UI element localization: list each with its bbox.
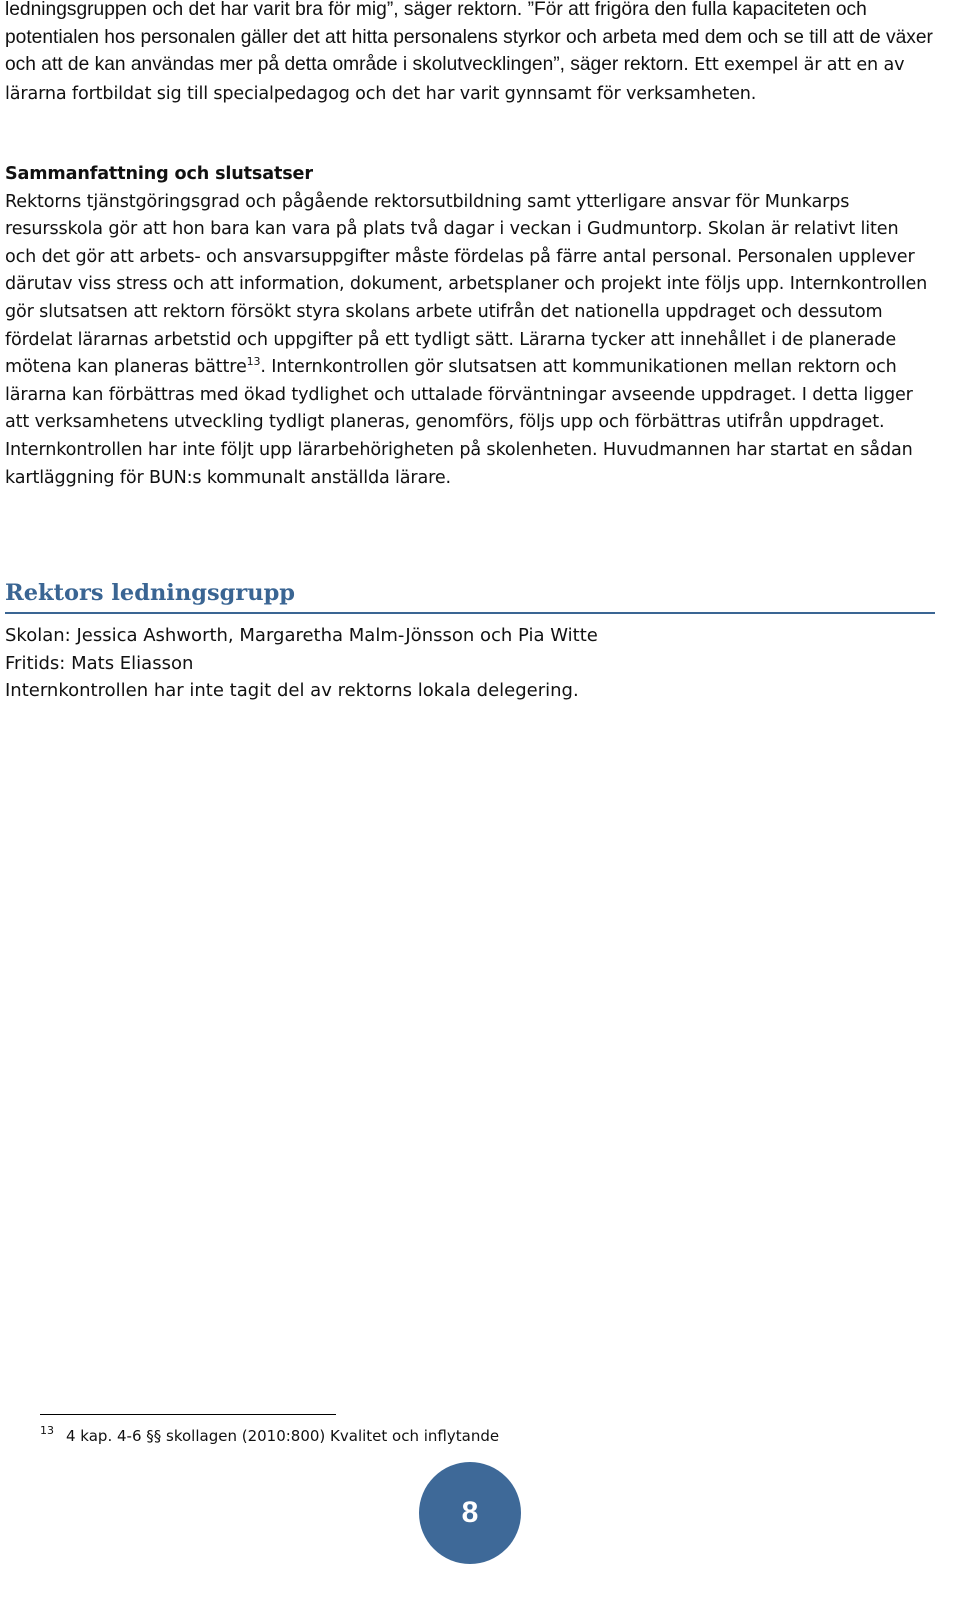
leadership-group-list xyxy=(5,622,935,705)
leadership-line-fritids: Fritids: Mats Eliasson xyxy=(5,652,194,674)
footnote-number: 13 xyxy=(40,1424,54,1437)
footnote-reference[interactable]: 13 xyxy=(246,355,261,369)
footnote-separator xyxy=(40,1414,336,1415)
summary-heading: Sammanfattning och slutsatser xyxy=(5,164,313,184)
page-number-badge xyxy=(419,1462,521,1564)
summary-paragraph xyxy=(5,161,935,492)
intro-sentence-1: ledningsgruppen och det har varit bra för mig”, säger rektorn. ”För att frigöra den fulla kapaciteten och potentialen hos personalen gäller det att hitta personalens styrkor och arbeta med dem och se till att de växer och att de kan användas mer på detta område i skolutvecklingen”, säger rektorn. xyxy=(5,0,933,76)
summary-text-part-1: Rektorns tjänstgöringsgrad och pågående rektorsutbildning samt ytterligare ansvar för Munkarps resursskola gör att hon bara kan vara på plats två dagar i veckan i Gudmuntorp. Skolan är relativt liten och det gör att arbets- och ansvarsuppgifter måste fördelas på färre antal personal. Personalen upplever därutav viss stress och att information, dokument, arbetsplaner och projekt inte följs upp. Internkontrollen gör slutsatsen att rektorn försökt styra skolans arbete utifrån det nationella uppdraget och dessutom fördelat lärarnas arbetstid och uppgifter på ett tydligt sätt. Lärarna tycker att innehållet i de planerade mötena kan planeras bättre xyxy=(5,191,928,378)
intro-paragraph xyxy=(5,0,935,108)
footnote-text: 4 kap. 4-6 §§ skollagen (2010:800) Kvalitet och inflytande xyxy=(66,1427,500,1445)
intro-sentence-2: Ett exempel är att en av lärarna fortbildat sig till specialpedagog och det har varit gynnsamt för verksamheten. xyxy=(5,55,905,104)
leadership-line-delegation: Internkontrollen har inte tagit del av rektorns lokala delegering. xyxy=(5,680,579,702)
page-number: 8 xyxy=(461,1496,479,1529)
summary-text-part-2: . Internkontrollen gör slutsatsen att kommunikationen mellan rektorn och lärarna kan förbättras med ökad tydlighet och uttalade förväntningar avseende uppdraget. I detta ligger att verksamhetens utveckling tydligt planeras, genomförs, följs upp och förbättras utifrån uppdraget. Internkontrollen har inte följt upp lärarbehörigheten på skolenheten. Huvudmannen har startat en sådan kartläggning för BUN:s kommunalt anställda lärare. xyxy=(5,357,913,488)
section-heading: Rektors ledningsgrupp xyxy=(5,580,935,614)
leadership-line-school: Skolan: Jessica Ashworth, Margaretha Malm-Jönsson och Pia Witte xyxy=(5,625,598,646)
footnote xyxy=(40,1424,640,1448)
